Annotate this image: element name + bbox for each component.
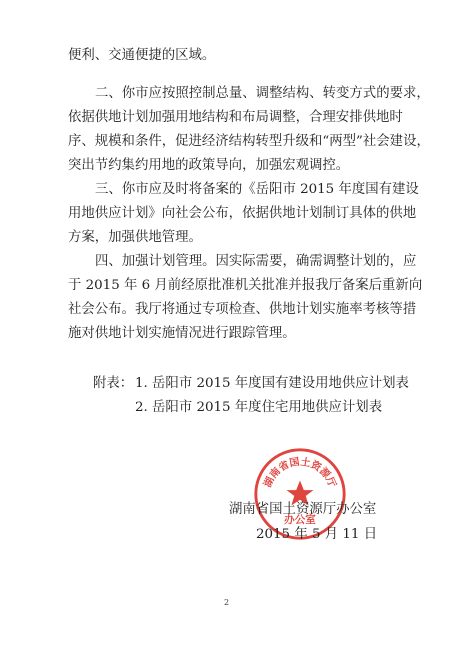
seal-bottom-text: 办公室 bbox=[284, 513, 316, 526]
text-line: 依据供地计划加强用地结构和布局调整，合理安排供地时 bbox=[68, 110, 403, 125]
paragraph-2 bbox=[68, 82, 430, 178]
text-line: 突出节约集约用地的政策导向，加强宏观调控。 bbox=[68, 158, 350, 173]
paragraph-3 bbox=[68, 178, 419, 250]
issuer-name: 湖南省国土资源厅办公室 bbox=[229, 502, 377, 517]
seal-text: 湖南省国土资源厅 bbox=[262, 456, 338, 490]
text-line: 三、你市应及时将备案的《岳阳市 2015 年度国有建设 bbox=[95, 182, 419, 197]
text-line: 二、你市应按照控制总量、调整结构、转变方式的要求， bbox=[95, 86, 430, 101]
text-line: 社会公布。我厅将通过专项检查、供地计划实施率考核等措 bbox=[68, 302, 417, 317]
text-line: 施对供地计划实施情况进行跟踪管理。 bbox=[68, 326, 296, 341]
paragraph-continuation bbox=[68, 44, 398, 68]
text-line: 于 2015 年 6 月前经原批准机关批准并报我厅备案后重新向 bbox=[68, 278, 423, 293]
issue-date: 2015 年 5 月 11 日 bbox=[256, 527, 378, 542]
text-line: 用地供应计划》向社会公布，依据供地计划制订具体的供地 bbox=[68, 206, 417, 221]
text-line: 方案，加强供地管理。 bbox=[68, 230, 202, 245]
text-line: 四、加强计划管理。因实际需要，确需调整计划的，应 bbox=[95, 254, 417, 269]
attachment-label: 附表： bbox=[93, 376, 134, 391]
paragraph-4 bbox=[68, 250, 423, 346]
attachment-item: 1. 岳阳市 2015 年度国有建设用地供应计划表 bbox=[135, 376, 409, 391]
page-number: 2 bbox=[224, 598, 230, 607]
attachment-item: 2. 岳阳市 2015 年度住宅用地供应计划表 bbox=[135, 400, 383, 415]
text-line: 序、规模和条件，促进经济结构转型升级和“两型”社会建设， bbox=[68, 134, 430, 149]
text-line: 便利、交通便捷的区域。 bbox=[68, 48, 216, 63]
